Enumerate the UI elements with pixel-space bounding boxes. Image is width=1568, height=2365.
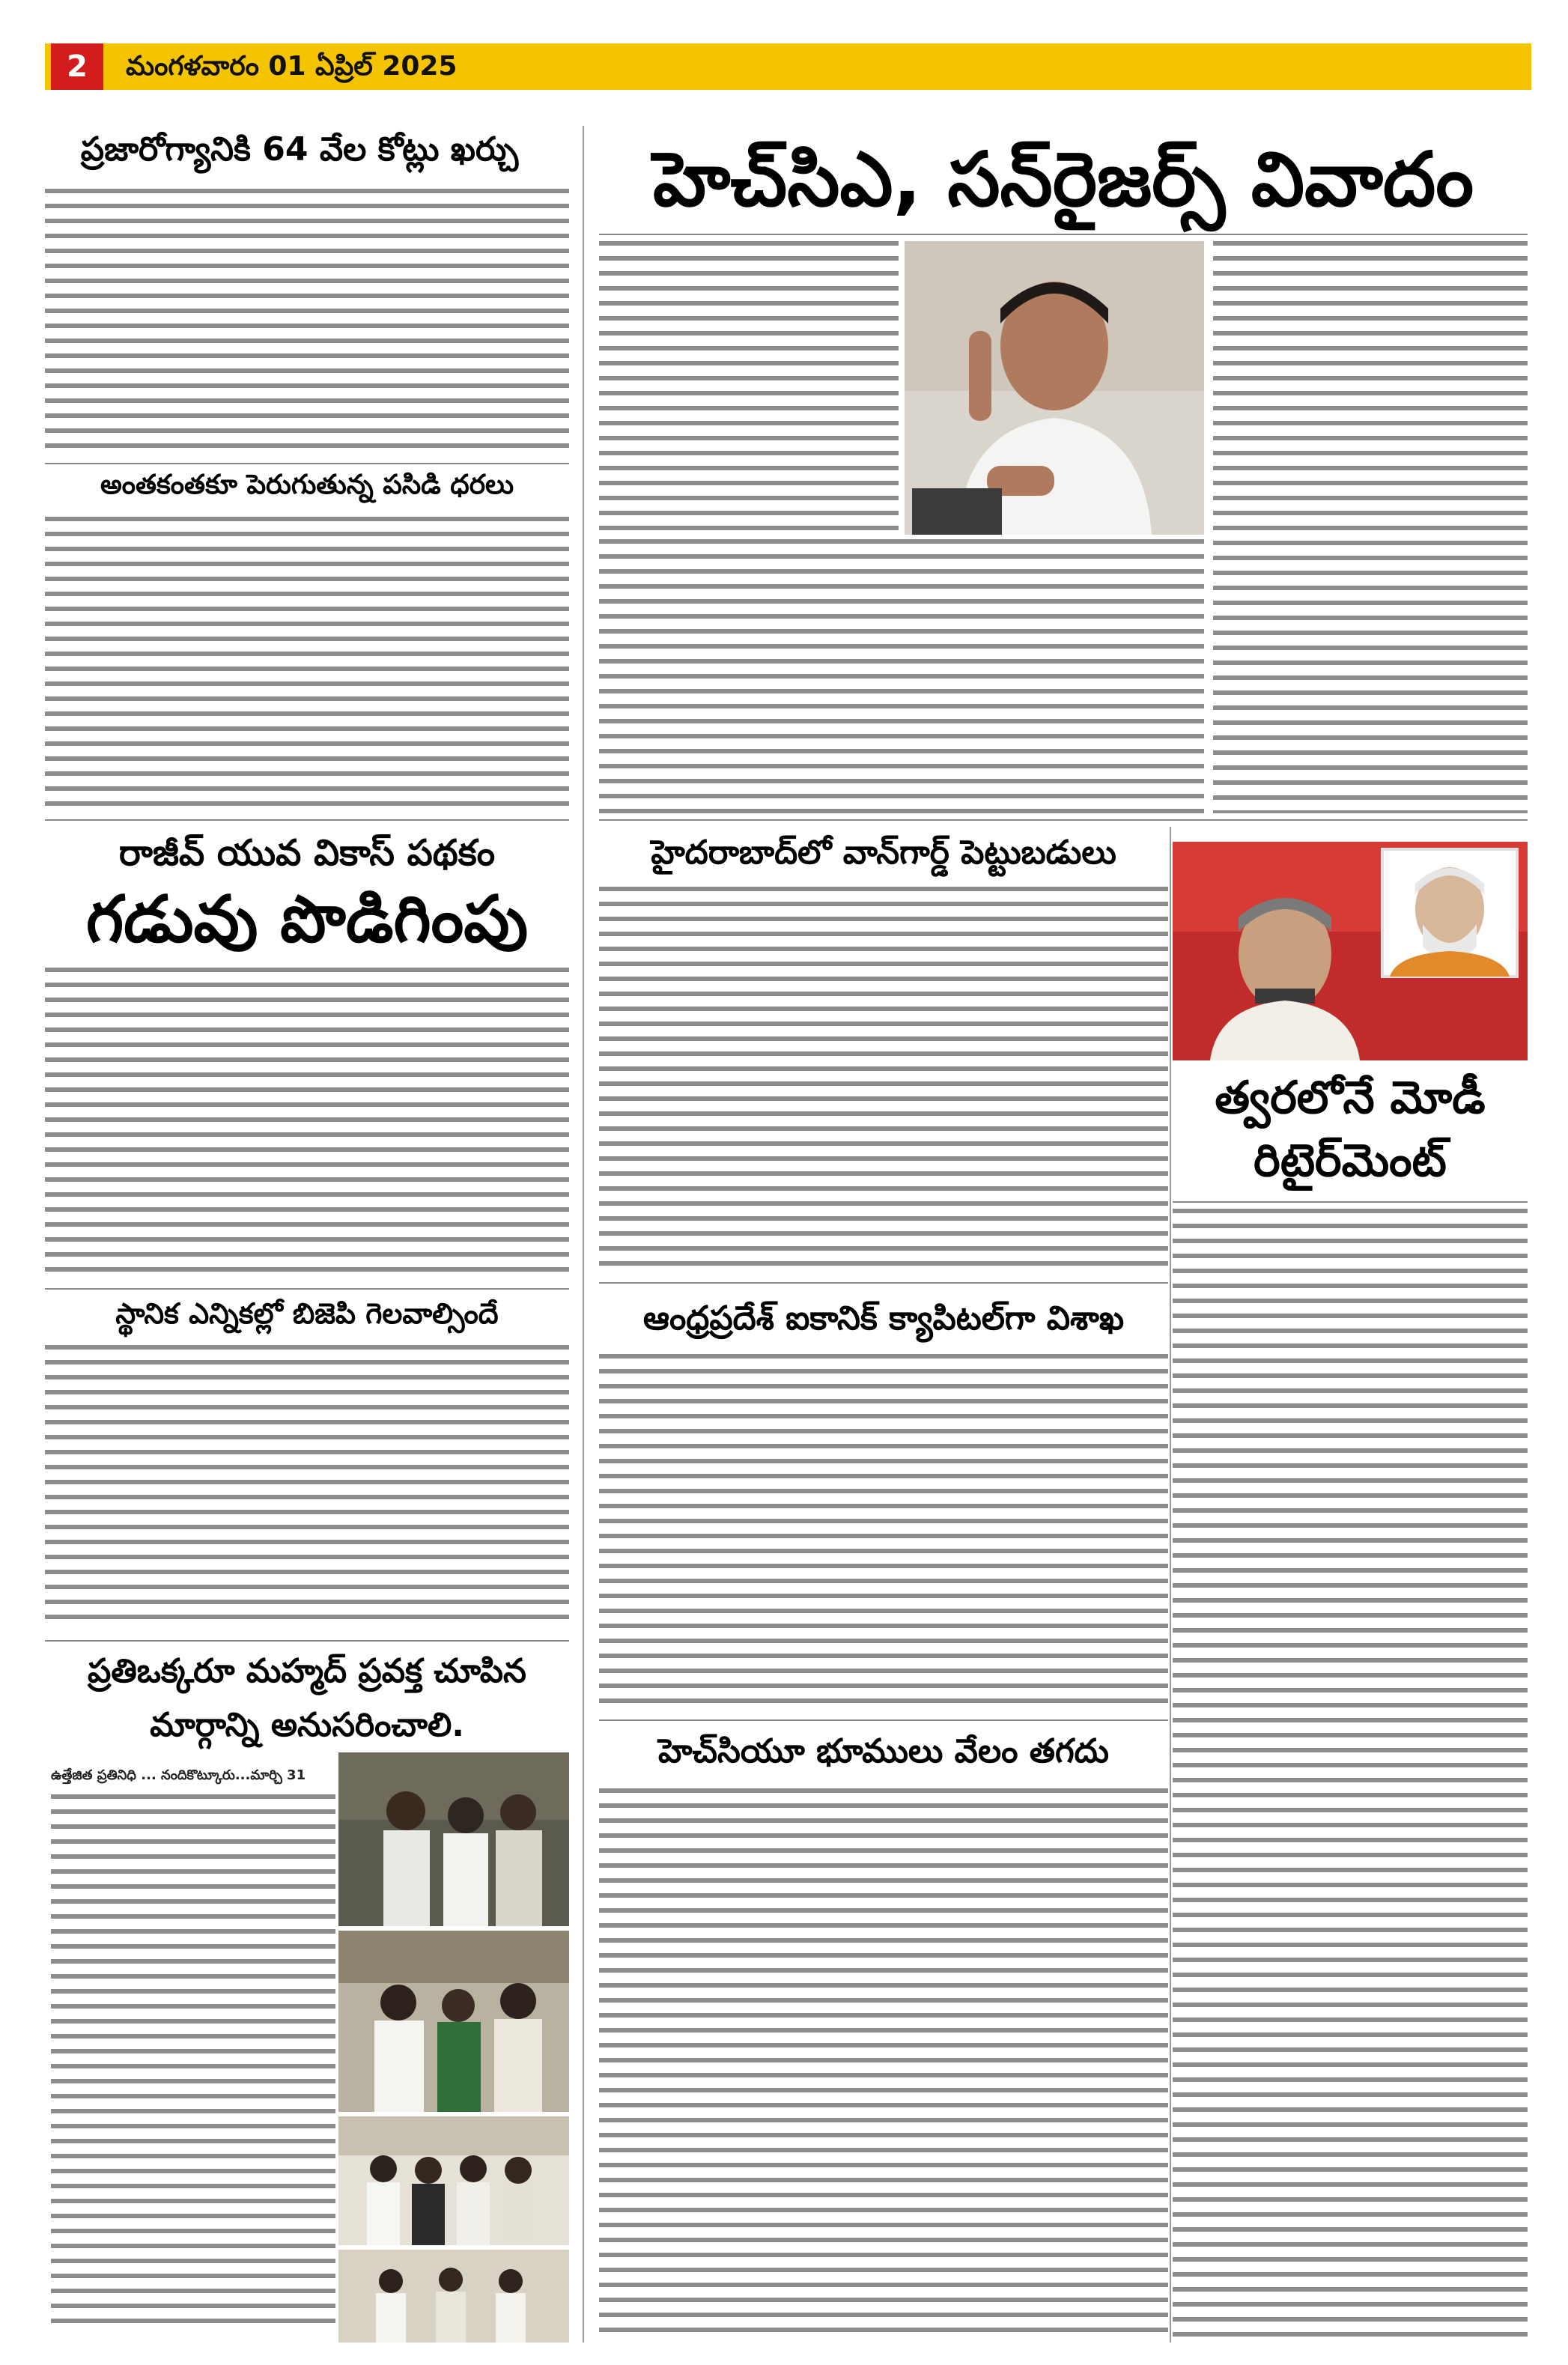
modi-headline-top: త్వరలోనే మోడీ: [1215, 1072, 1486, 1124]
hcu-headline: హెచ్‌సియూ భూములు వేలం తగదు: [658, 1732, 1109, 1770]
modi-photo: [1173, 842, 1528, 1060]
rajiv-headline-bottom: గడువు పొడిగింపు: [85, 882, 529, 957]
health-body: [45, 189, 569, 455]
gold-body: [45, 517, 569, 813]
mahmood-dateline: ఉత్తేజిత ప్రతినిధి ... నందికొట్కూరు...మార్చి 31: [51, 1767, 306, 1783]
mahmood-photo-1: [338, 1752, 569, 1926]
column-divider: [583, 126, 584, 2343]
divider: [1173, 1201, 1528, 1203]
health-headline: ప్రజారోగ్యానికి 64 వేల కోట్లు ఖర్చు: [80, 130, 519, 169]
bjp-body: [45, 1345, 569, 1624]
rajiv-headline-top: రాజీవ్ యువ వికాస్ పథకం: [118, 832, 496, 874]
divider: [599, 1282, 1168, 1284]
hca-photo: [905, 241, 1204, 535]
hca-body-col1: [599, 241, 899, 535]
divider: [599, 819, 1528, 821]
mahmood-photo-4: [338, 2250, 569, 2343]
modi-headline-bottom: రిటైర్‌మెంట్: [1254, 1135, 1447, 1187]
divider: [45, 1288, 569, 1290]
gold-headline: అంతకంతకూ పెరుగుతున్న పసిడి ధరలు: [100, 470, 514, 500]
mahmood-headline-top: ప్రతిఒక్కరూ మహ్మద్ ప్రవక్త చూపిన: [88, 1652, 526, 1690]
mahmood-body: [51, 1794, 335, 2334]
divider: [599, 234, 1528, 235]
divider: [45, 819, 569, 821]
mahmood-photo-3: [338, 2116, 569, 2245]
column-divider: [1170, 827, 1171, 2343]
divider: [45, 1640, 569, 1642]
hcu-body: [599, 1788, 1168, 2343]
hca-body-col3: [1213, 241, 1528, 813]
bjp-headline: స్థానిక ఎన్నికల్లో బిజెపి గెలవాల్సిందే: [115, 1297, 499, 1330]
hca-body-col2: [599, 539, 1204, 813]
hca-headline: హెచ్‌సిఎ, సన్‌రైజర్స్ వివాదం: [652, 136, 1474, 223]
mahmood-headline-bottom: మార్గాన్ని అనుసరించాలి.: [150, 1706, 464, 1744]
mahmood-photo-2: [338, 1931, 569, 2112]
modi-body: [1173, 1209, 1528, 2343]
page-date: మంగళవారం 01 ఏప్రిల్ 2025: [126, 51, 458, 82]
rajiv-body: [45, 968, 569, 1279]
vanguard-headline: హైదరాబాద్‌లో వాన్‌గార్డ్ పెట్టుబడులు: [651, 834, 1116, 872]
page-number: 2: [51, 43, 103, 90]
vizag-body: [599, 1354, 1168, 1710]
vanguard-body: [599, 887, 1168, 1276]
divider: [599, 1719, 1168, 1721]
vizag-headline: ఆంధ్రప్రదేశ్ ఐకానిక్ క్యాపిటల్‌గా విశాఖ: [642, 1299, 1125, 1338]
